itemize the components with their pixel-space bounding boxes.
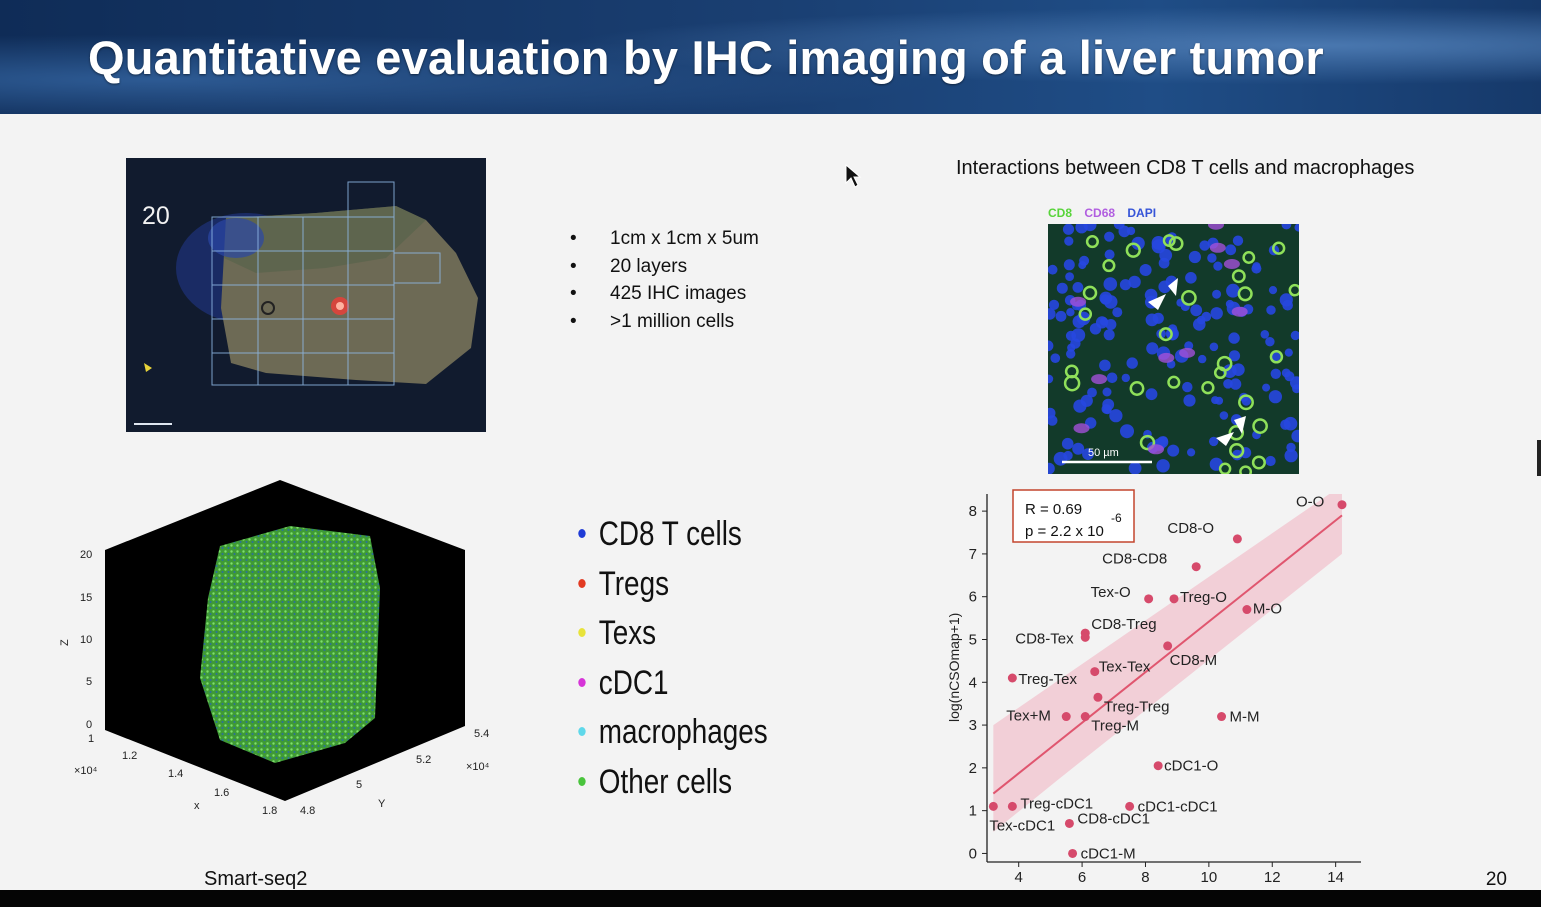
- point-label: CD8-cDC1: [1077, 810, 1150, 828]
- channel-dapi: DAPI: [1127, 206, 1157, 220]
- nucleus-cell: [1228, 332, 1239, 343]
- spec-item: • >1 million cells: [570, 311, 759, 339]
- nucleus-cell: [1062, 438, 1074, 450]
- cube-z-tick: 20: [80, 549, 93, 561]
- y-tick-label: 3: [968, 717, 977, 735]
- nucleus-cell: [1104, 232, 1114, 242]
- y-axis-label: log(nCSOmap+1): [946, 612, 962, 722]
- tissue-grid-graphic: [126, 158, 486, 432]
- nucleus-cell: [1266, 456, 1276, 466]
- cd68-cell: [1158, 353, 1174, 363]
- cube-x-label: x: [194, 800, 200, 812]
- cube-y-tick: 5.4: [474, 728, 490, 740]
- x-tick-label: 6: [1077, 869, 1087, 886]
- nucleus-cell: [1190, 304, 1202, 316]
- nucleus-cell: [1261, 330, 1270, 339]
- legend-dot: [578, 529, 585, 538]
- nucleus-cell: [1105, 250, 1115, 260]
- scatter-plot: [935, 486, 1375, 895]
- fluorescence-micrograph: [1048, 224, 1299, 474]
- cube-y-tick: 5: [356, 779, 363, 791]
- scatter-point: [1065, 819, 1074, 828]
- interactions-title: Interactions between CD8 T cells and macrophages: [956, 157, 1415, 179]
- nucleus-cell: [1199, 240, 1209, 250]
- stats-p-exponent: -6: [1111, 511, 1122, 525]
- confidence-band: [993, 494, 1342, 832]
- y-tick-label: 0: [968, 845, 977, 863]
- scatter-point: [1337, 500, 1346, 509]
- nucleus-cell: [1066, 331, 1076, 341]
- legend-dot: [578, 628, 585, 637]
- nucleus-cell: [1210, 343, 1219, 352]
- y-tick-label: 1: [968, 802, 977, 820]
- nucleus-cell: [1212, 290, 1221, 299]
- nucleus-cell: [1262, 384, 1270, 392]
- legend-label: Texs: [598, 614, 657, 652]
- nucleus-cell: [1225, 244, 1236, 255]
- nucleus-cell: [1265, 337, 1274, 346]
- cube-z-tick: 0: [86, 719, 93, 731]
- nucleus-cell: [1120, 279, 1131, 290]
- nucleus-cell: [1284, 417, 1298, 431]
- nucleus-cell: [1066, 308, 1074, 316]
- nucleus-cell: [1207, 253, 1216, 262]
- scatter-point: [1081, 712, 1090, 721]
- cd68-cell: [1070, 297, 1086, 307]
- nucleus-cell: [1127, 357, 1138, 368]
- x-tick-label: 14: [1327, 869, 1344, 886]
- layer-number: 20: [142, 202, 170, 230]
- cube-x-exp: ×10⁴: [74, 765, 98, 777]
- channel-cd8: CD8: [1048, 206, 1073, 220]
- nucleus-cell: [1073, 282, 1084, 293]
- slide-number: 20: [1485, 869, 1507, 890]
- nucleus-cell: [1063, 451, 1072, 460]
- spec-item: • 425 IHC images: [570, 283, 759, 311]
- point-label: Treg-M: [1091, 717, 1140, 735]
- point-label: CD8-Tex: [1015, 630, 1074, 648]
- slide-title: Quantitative evaluation by IHC imaging of a liver tumor: [88, 31, 1324, 84]
- nucleus-cell: [1064, 259, 1075, 270]
- x-tick-label: 12: [1263, 869, 1281, 886]
- legend-item: [575, 614, 768, 664]
- nucleus-cell: [1156, 459, 1169, 472]
- spec-item: • 20 layers: [570, 256, 759, 284]
- point-label: Treg-O: [1180, 588, 1227, 606]
- scatter-point: [1233, 534, 1242, 543]
- scatter-point: [1170, 594, 1179, 603]
- legend-dot: [578, 777, 585, 786]
- point-label: M-O: [1252, 600, 1283, 618]
- scatter-point: [1093, 693, 1102, 702]
- point-label: CD8-O: [1167, 519, 1215, 537]
- nucleus-cell: [1183, 394, 1195, 406]
- cube-z-tick: 10: [80, 634, 93, 646]
- cd68-cell: [1148, 444, 1164, 454]
- nucleus-cell: [1104, 329, 1115, 340]
- nucleus-cell: [1100, 317, 1108, 325]
- cell-cube-3d: [50, 478, 510, 828]
- nucleus-cell: [1282, 369, 1291, 378]
- scatter-point: [1163, 641, 1172, 650]
- cd68-cell: [1210, 243, 1226, 253]
- nucleus-cell: [1269, 286, 1277, 294]
- point-label: Tex-O: [1090, 583, 1131, 601]
- point-label: Tex-Tex: [1098, 658, 1151, 676]
- nucleus-cell: [1109, 409, 1122, 422]
- legend-label: Other cells: [598, 762, 733, 801]
- nucleus-cell: [1187, 448, 1195, 456]
- nucleus-cell: [1223, 379, 1233, 389]
- nucleus-cell: [1051, 353, 1061, 363]
- point-label: CD8-Treg: [1091, 616, 1157, 634]
- title-banner: [0, 0, 1541, 114]
- scatter-point: [1242, 605, 1251, 614]
- nucleus-cell: [1211, 396, 1219, 404]
- y-tick-label: 6: [968, 588, 977, 606]
- y-tick-label: 7: [968, 545, 977, 563]
- point-label: Treg-Treg: [1103, 698, 1170, 716]
- x-tick-label: 8: [1141, 869, 1150, 886]
- point-label: cDC1-cDC1: [1137, 798, 1218, 816]
- point-label: cDC1-M: [1080, 845, 1136, 863]
- scatter-point: [1062, 712, 1071, 721]
- legend-label: CD8 T cells: [598, 515, 742, 553]
- edge-marker: [1537, 440, 1541, 476]
- stats-r: R = 0.69: [1025, 501, 1083, 518]
- legend-item: [575, 565, 768, 615]
- cube-x-tick: 1.4: [168, 768, 184, 780]
- nucleus-cell: [1220, 411, 1229, 420]
- nucleus-cell: [1056, 311, 1067, 322]
- nucleus-cell: [1226, 284, 1240, 298]
- legend-item: [575, 763, 768, 813]
- cd68-cell: [1074, 423, 1090, 433]
- nucleus-cell: [1048, 265, 1058, 275]
- cd68-cell: [1232, 307, 1248, 317]
- y-tick-label: 5: [968, 631, 977, 649]
- scatter-point: [1192, 562, 1201, 571]
- nucleus-cell: [1286, 443, 1295, 452]
- cube-z-tick: 5: [86, 676, 93, 688]
- smart-seq-label: Smart-seq2: [204, 868, 308, 890]
- nucleus-cell: [1087, 388, 1097, 398]
- nucleus-cell: [1182, 382, 1192, 392]
- legend-dot: [578, 579, 585, 588]
- nucleus-cell: [1198, 355, 1206, 363]
- cube-y-label: Y: [378, 798, 386, 810]
- y-tick-label: 8: [968, 503, 977, 521]
- nucleus-cell: [1104, 277, 1118, 291]
- legend-item: [575, 664, 768, 714]
- cell-type-legend: [575, 515, 810, 812]
- mouse-cursor-icon: [844, 163, 862, 189]
- x-tick-label: 4: [1014, 869, 1023, 886]
- cube-z-label: Z: [59, 639, 71, 646]
- nucleus-cell: [1213, 262, 1222, 271]
- nucleus-cell: [1099, 360, 1111, 372]
- nucleus-cell: [1064, 237, 1073, 246]
- micrograph-scale-label: 50 µm: [1088, 447, 1119, 459]
- legend-item: [575, 713, 768, 763]
- nucleus-cell: [1146, 314, 1159, 327]
- nucleus-cell: [1167, 445, 1179, 457]
- y-tick-label: 2: [968, 759, 977, 777]
- nucleus-cell: [1112, 307, 1122, 317]
- micrograph-graphic: [1048, 224, 1299, 474]
- nucleus-cell: [1140, 264, 1152, 276]
- cube-plot: [50, 478, 510, 823]
- point-label: Treg-cDC1: [1020, 795, 1094, 813]
- scatter-point: [1068, 849, 1077, 858]
- nucleus-cell: [1266, 305, 1275, 314]
- specs-list: [570, 228, 759, 338]
- nucleus-cell: [1159, 436, 1168, 445]
- nucleus-cell: [1233, 236, 1243, 246]
- nucleus-cell: [1122, 374, 1130, 382]
- point-label: CD8-M: [1169, 651, 1218, 669]
- y-tick-label: 4: [968, 674, 977, 692]
- nucleus-cell: [1079, 256, 1089, 266]
- nucleus-cell: [1201, 312, 1211, 322]
- point-label: Tex-cDC1: [989, 817, 1056, 835]
- scatter-point: [1008, 674, 1017, 683]
- nucleus-cell: [1189, 251, 1201, 263]
- nucleus-cell: [1211, 307, 1223, 319]
- fit-line: [993, 515, 1342, 793]
- legend-dot: [578, 727, 585, 736]
- point-label: Treg-Tex: [1018, 671, 1077, 688]
- scatter-point: [1081, 633, 1090, 642]
- scatter-point: [1154, 761, 1163, 770]
- nucleus-cell: [1159, 258, 1170, 269]
- cube-z-tick: 15: [80, 592, 93, 604]
- point-label: O-O: [1295, 493, 1325, 511]
- cube-x-tick: 1: [88, 733, 95, 745]
- point-label: M-M: [1229, 708, 1260, 726]
- scatter-point: [1008, 802, 1017, 811]
- cd68-cell: [1224, 259, 1240, 269]
- scatter-point: [1217, 712, 1226, 721]
- scatter-point: [989, 802, 998, 811]
- point-label: CD8-CD8: [1102, 550, 1168, 568]
- legend-label: Tregs: [598, 564, 670, 603]
- nucleus-cell: [1271, 369, 1281, 379]
- nucleus-cell: [1063, 224, 1074, 235]
- cube-x-tick: 1.6: [214, 787, 230, 799]
- nucleus-cell: [1146, 342, 1158, 354]
- nucleus-cell: [1251, 264, 1261, 274]
- cube-x-tick: 1.8: [262, 805, 278, 817]
- legend-label: cDC1: [598, 663, 669, 702]
- nucleus-cell: [1102, 399, 1114, 411]
- nucleus-cell: [1103, 388, 1112, 397]
- nucleus-cell: [1146, 388, 1158, 400]
- nucleus-cell: [1073, 400, 1086, 413]
- scatter-svg: [935, 486, 1375, 890]
- channel-cd68: CD68: [1084, 206, 1116, 220]
- ihc-tissue-image: [126, 158, 486, 432]
- spec-item: • 1cm x 1cm x 5um: [570, 228, 759, 256]
- nucleus-cell: [1226, 300, 1234, 308]
- nucleus-cell: [1185, 272, 1197, 284]
- cd68-cell: [1179, 348, 1195, 358]
- nucleus-cell: [1127, 227, 1135, 235]
- point-label: Tex+M: [1006, 707, 1051, 725]
- x-tick-label: 10: [1200, 869, 1218, 886]
- cd68-cell: [1091, 374, 1107, 384]
- legend-label: macrophages: [598, 713, 768, 751]
- cube-y-tick: 4.8: [300, 805, 316, 817]
- scatter-point: [1144, 594, 1153, 603]
- point-label: cDC1-O: [1164, 757, 1219, 775]
- nucleus-cell: [1067, 344, 1075, 352]
- bottom-bar: [0, 890, 1541, 907]
- nucleus-cell: [1269, 390, 1282, 403]
- nucleus-cell: [1285, 349, 1293, 357]
- cube-x-tick: 1.2: [122, 750, 138, 762]
- cube-y-tick: 5.2: [416, 754, 432, 766]
- nucleus-cell: [1104, 295, 1118, 309]
- stats-p: p = 2.2 x 10: [1025, 523, 1104, 540]
- legend-dot: [578, 678, 585, 687]
- nucleus-cell: [1107, 373, 1118, 384]
- nucleus-cell: [1232, 363, 1245, 376]
- channel-labels: [1048, 206, 1165, 220]
- legend-item: [575, 515, 768, 565]
- cube-y-exp: ×10⁴: [466, 761, 490, 773]
- nucleus-cell: [1065, 272, 1074, 281]
- nucleus-cell: [1120, 424, 1134, 438]
- nucleus-cell: [1057, 283, 1068, 294]
- nucleus-cell: [1280, 293, 1293, 306]
